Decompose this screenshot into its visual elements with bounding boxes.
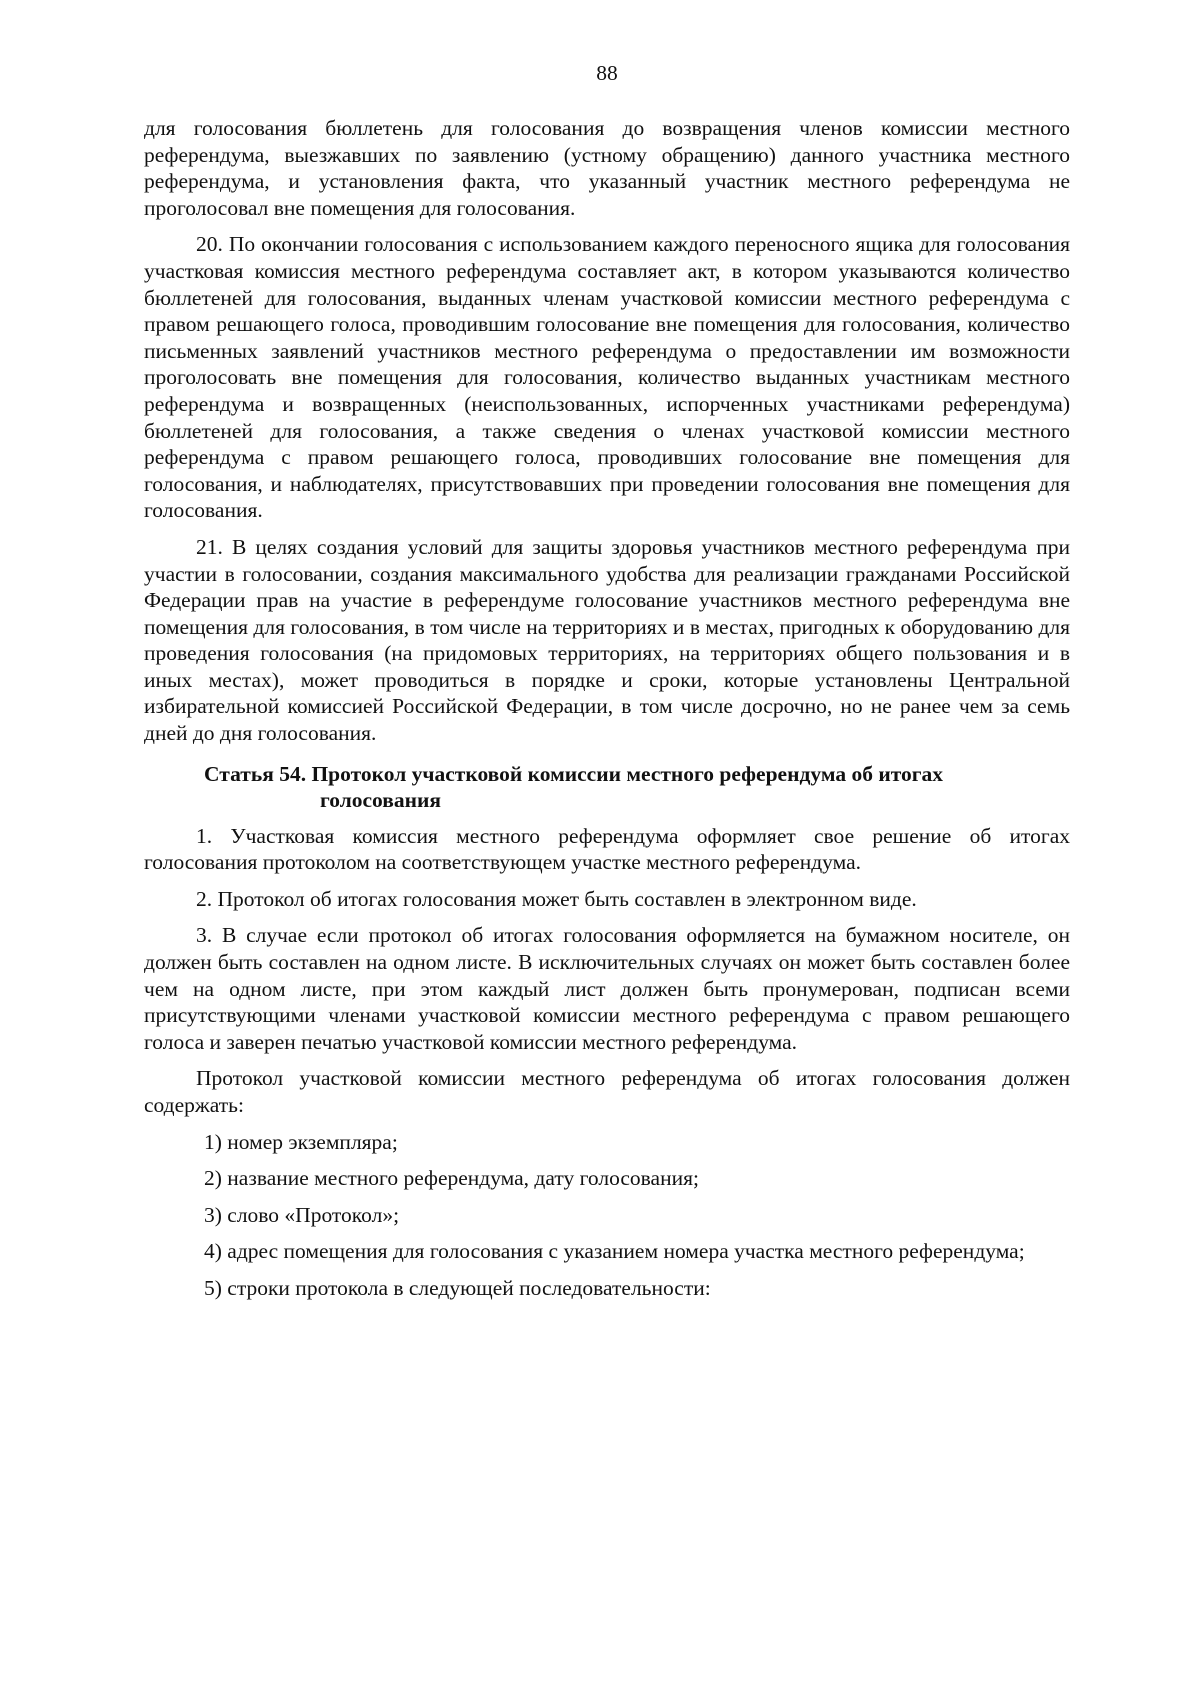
page-number: 88 (596, 61, 618, 85)
article-heading-line2: голосования (320, 787, 442, 812)
paragraph-protocol-contents: Протокол участковой комиссии местного референдума об итогах голосования должен содержать: (144, 1066, 1070, 1117)
paragraph-continued: для голосования бюллетень для голосования до возвращения членов комиссии местного референдума, выезжавших по заявлению (устному обращению) данного участника местного референдума, и установления факта, что указанный участник местного референдума не проголосовал вне помещения для голосования. (144, 116, 1070, 220)
list-item-1: 1) номер экземпляра; (204, 1129, 398, 1154)
paragraph-item-20: 20. По окончании голосования с использованием каждого переносного ящика для голосования участковая комиссия местного референдума составляет акт, в котором указываются количество бюллетеней для голосования, выданных членам участковой комиссии местного референдума с правом решающего голоса, проводившим голосование вне помещения для голосования, количество письменных заявлений участников местного референдума о предоставлении им возможности проголосовать вне помещения для голосования, количество выданных участникам местного референдума и возвращенных (неиспользованных, испорченных участниками референдума) бюллетеней для голосования, а также сведения о членах участковой комиссии местного референдума с правом решающего голоса, проводивших голосование вне помещения для голосования, и наблюдателях, присутствовавших при проведении голосования вне помещения для голосования. (144, 232, 1070, 523)
list-item-2: 2) название местного референдума, дату голосования; (204, 1166, 699, 1191)
list-item-3: 3) слово «Протокол»; (204, 1202, 400, 1227)
document-page (144, 60, 1070, 1312)
list-item-5: 5) строки протокола в следующей последовательности: (204, 1275, 711, 1300)
paragraph-item-1: 1. Участковая комиссия местного референдума оформляет свое решение об итогах голосования протоколом на соответствующем участке местного референдума. (144, 823, 1070, 875)
article-heading (144, 761, 1070, 813)
paragraph-item-3: 3. В случае если протокол об итогах голосования оформляется на бумажном носителе, он должен быть составлен на одном листе. В исключительных случаях он может быть составлен более чем на одном листе, при этом каждый лист должен быть пронумерован, подписан всеми присутствующими членами участковой комиссии местного референдума с правом решающего голоса и заверен печатью участковой комиссии местного референдума. (144, 923, 1070, 1054)
paragraph-item-2: 2. Протокол об итогах голосования может быть составлен в электронном виде. (196, 886, 917, 911)
paragraph-item-21: 21. В целях создания условий для защиты здоровья участников местного референдума при участии в голосовании, создания максимального удобства для реализации гражданами Российской Федерации прав на участие в референдуме голосование участников местного референдума вне помещения для голосования, в том числе на территориях и в местах, пригодных к оборудованию для проведения голосования (на придомовых территориях, на территориях общего пользования и в иных местах), может проводиться в порядке и сроки, которые установлены Центральной избирательной комиссией Российской Федерации, в том числе досрочно, но не ранее чем за семь дней до дня голосования. (144, 534, 1070, 746)
article-heading-line1: Статья 54. Протокол участковой комиссии местного референдума об итогах (204, 761, 943, 786)
list-item-4: 4) адрес помещения для голосования с указанием номера участка местного референдума; (204, 1239, 1025, 1264)
